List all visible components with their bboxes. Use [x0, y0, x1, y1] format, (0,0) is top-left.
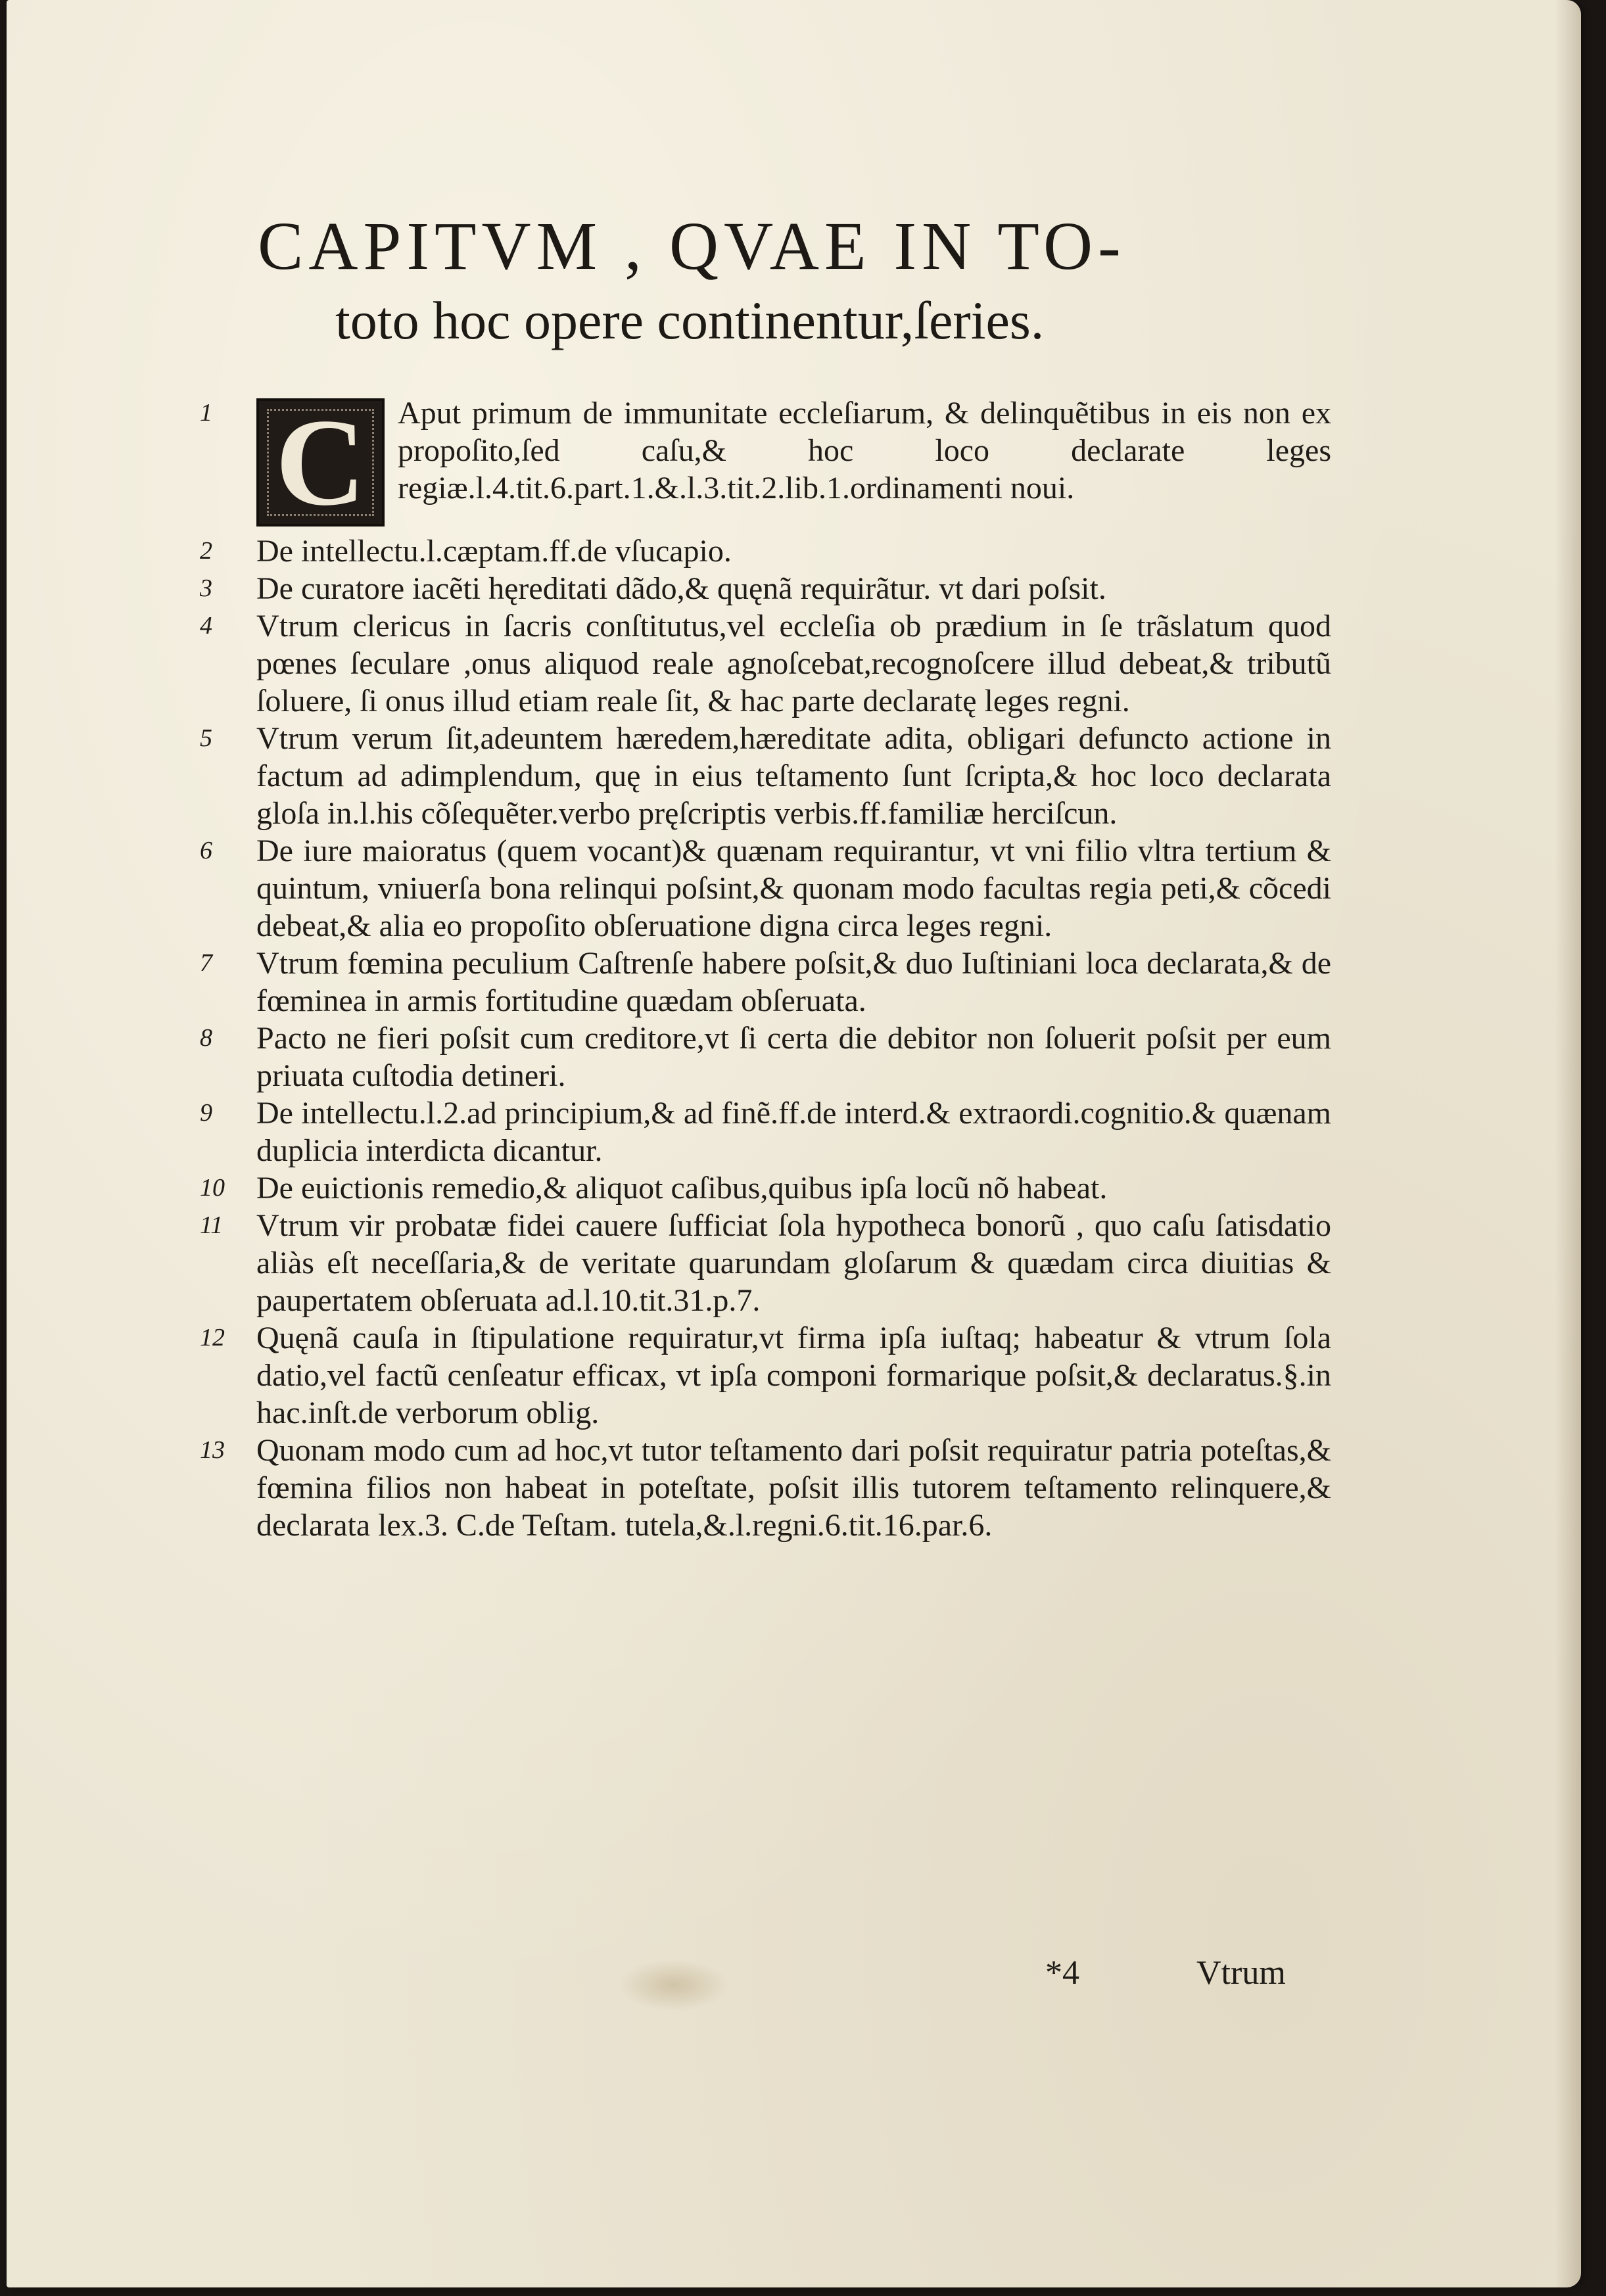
chapter-number: 3: [200, 574, 212, 602]
chapter-number: 13: [200, 1436, 225, 1464]
chapter-number: 8: [200, 1024, 212, 1052]
chapter-text: De iure maioratus (quem vocant)& quænam requirantur, vt vni filio vltra tertium & quintum, vniuerſa bona relinqui poſsint,& quonam modo facultas regia peti,& cõcedi debeat,& alia eo propoſito obſeruatione digna circa leges regni.: [256, 833, 1331, 943]
chapter-entry: [191, 394, 1338, 532]
chapter-text: Vtrum verum ſit,adeuntem hæredem,hæreditate adita, obligari defuncto actione in factum ad adimplendum, quę in eius teſtamento ſunt ſcripta,& hoc loco declarata gloſa in.l.his cõſequẽter.verbo pręſcriptis verbis.ff.familiæ herciſcun.: [256, 721, 1331, 831]
chapter-text: Pacto ne fieri poſsit cum creditore,vt ſi certa die debitor non ſoluerit poſsit per eum priuata cuſtodia detineri.: [256, 1021, 1331, 1093]
chapter-number: 9: [200, 1099, 212, 1127]
chapter-text: De curatore iacẽti hęreditati dãdo,& quęnã requirãtur. vt dari poſsit.: [256, 571, 1106, 606]
chapter-entry: [191, 1094, 1338, 1169]
decorated-initial: [256, 394, 385, 532]
chapter-text: Vtrum vir probatæ fidei cauere ſufficiat ſola hypotheca bonorũ , quo caſu ſatisdatio aliàs eſt neceſſaria,& de veritate quarundam gloſarum & quædam circa diuitias & paupertatem obſeruata ad.l.10.tit.31.p.7.: [256, 1208, 1331, 1318]
chapter-entry: [191, 1169, 1338, 1207]
chapter-number: 4: [200, 612, 212, 640]
page-heading-line-1: CAPITVM , QVAE IN TO-: [258, 208, 1126, 284]
catchword: Vtrum: [1196, 1954, 1286, 1992]
chapter-text: De intellectu.l.cæptam.ff.de vſucapio.: [256, 534, 732, 569]
chapter-number: 6: [200, 837, 212, 864]
paper-stain: [618, 1959, 730, 2011]
chapter-number: 1: [200, 399, 212, 427]
chapter-entry: [191, 720, 1338, 832]
page-heading-line-2: toto hoc opere continentur,ſeries.: [335, 291, 1045, 350]
chapter-text: Vtrum clericus in ſacris conſtitutus,vel eccleſia ob prædium in ſe trãslatum quod pœnes ſeculare ,onus aliquod reale agnoſcebat,recognoſcere illud debeat,& tributũ ſoluere, ſi onus illud etiam reale ſit, & hac parte declaratę leges regni.: [256, 609, 1331, 718]
decorated-initial-letter: C: [275, 394, 366, 532]
book-page: [7, 0, 1581, 2287]
chapter-number: 11: [200, 1211, 224, 1239]
page-shadow: [1555, 0, 1581, 2287]
chapter-number: 10: [200, 1174, 225, 1202]
signature-mark: *4: [1045, 1954, 1079, 1992]
chapter-list: [191, 394, 1338, 1544]
chapter-number: 12: [200, 1324, 225, 1351]
chapter-entry: [191, 945, 1338, 1019]
chapter-number: 7: [200, 949, 212, 977]
chapter-text: De euictionis remedio,& aliquot caſibus,quibus ipſa locũ nõ habeat.: [256, 1171, 1108, 1206]
chapter-entry: [191, 532, 1338, 570]
chapter-entry: [191, 570, 1338, 607]
chapter-text: Vtrum fœmina peculium Caſtrenſe habere poſsit,& duo Iuſtiniani loca declarata,& de fœminea in armis fortitudine quædam obſeruata.: [256, 946, 1331, 1018]
chapter-number: 2: [200, 537, 212, 565]
chapter-entry: [191, 1432, 1338, 1544]
chapter-text: Aput primum de immunitate eccleſiarum, & delinquẽtibus in eis non ex propoſito,ſed caſu,& hoc loco declarate leges regiæ.l.4.tit.6.part.1.&.l.3.tit.2.lib.1.ordinamenti noui.: [398, 396, 1331, 505]
chapter-entry: [191, 1319, 1338, 1432]
chapter-text: Quonam modo cum ad hoc,vt tutor teſtamento dari poſsit requiratur patria poteſtas,& fœmina filios non habeat in poteſtate, poſsit illis tutorem teſtamento relinquere,& declarata lex.3. C.de Teſtam. tutela,&.l.regni.6.tit.16.par.6.: [256, 1433, 1331, 1543]
chapter-text: De intellectu.l.2.ad principium,& ad finẽ.ff.de interd.& extraordi.cognitio.& quænam duplicia interdicta dicantur.: [256, 1096, 1331, 1168]
chapter-number: 5: [200, 724, 212, 752]
chapter-entry: [191, 1019, 1338, 1094]
chapter-entry: [191, 832, 1338, 945]
chapter-entry: [191, 607, 1338, 720]
chapter-entry: [191, 1207, 1338, 1319]
chapter-text: Quęnã cauſa in ſtipulatione requiratur,vt firma ipſa iuſtaq; habeatur & vtrum ſola datio,vel factũ cenſeatur efficax, vt ipſa componi formarique poſsit,& declaratus.§.in hac.inſt.de verborum oblig.: [256, 1321, 1331, 1430]
